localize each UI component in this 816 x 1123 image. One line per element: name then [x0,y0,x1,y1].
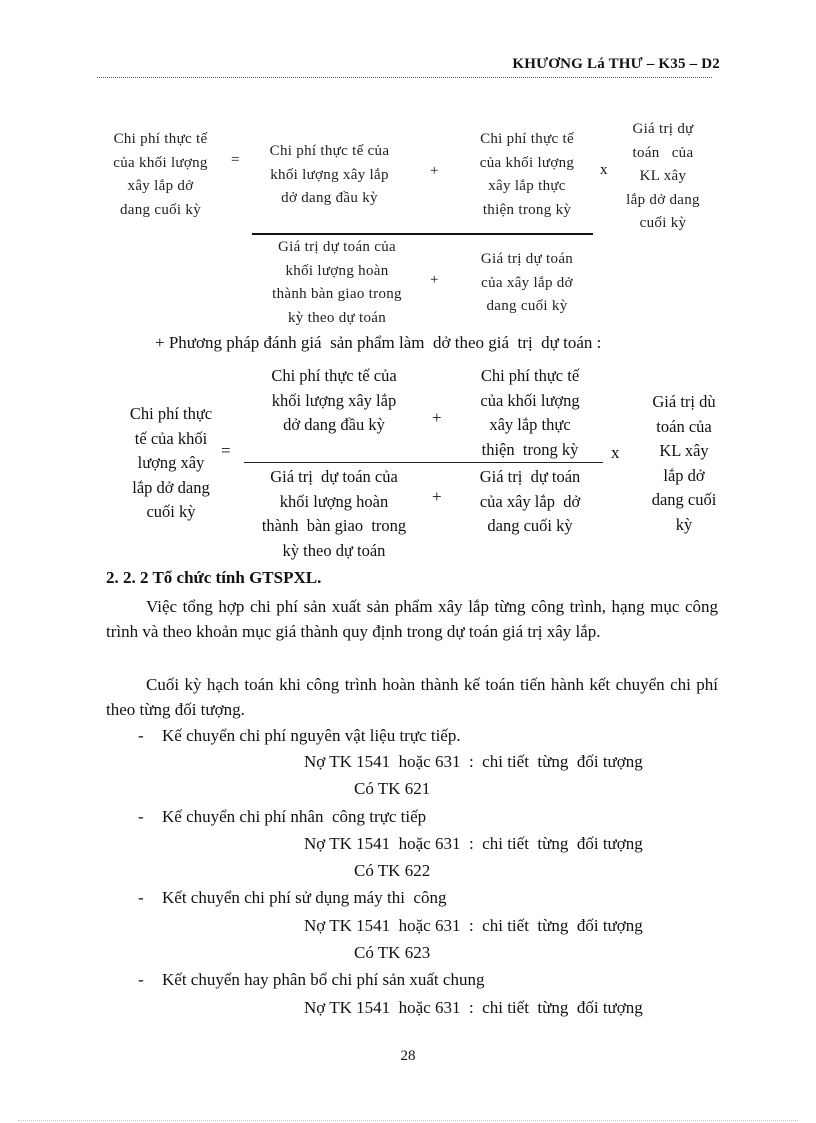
text-line: của xây lắp dở [481,274,573,291]
page-bottom-border [18,1120,798,1121]
list-dash: - [138,888,144,907]
fraction-bar [244,462,603,463]
text-line: thiện trong kỳ [481,439,579,459]
text-line: Giá trị dù [652,392,716,411]
text-line: Chi phí thực tế [480,366,580,385]
list-dash: - [138,807,144,826]
paragraph: Việc tổng hợp chi phí sản xuất sản phẩm xây lắp từng công trình, hạng mục công trình và theo khoản mục giá thành quy định trong dự toán giá trị xây lắp. [106,597,718,641]
text-line: thành bàn giao trong [261,516,407,535]
plus-sign: + [430,163,439,179]
equals-sign: = [231,152,240,168]
text-line: kỳ theo dự toán [287,309,387,326]
text-line: của khối lượng [480,390,580,410]
text-line: dở dang đầu kỳ [283,415,385,434]
text-line: Giá trị dự [632,121,694,137]
formula-2-lhs [98,402,244,525]
text-line: Chi phí thực tế [480,131,574,147]
text-line: KL xây [659,441,709,460]
text-line: dang cuối kỳ [119,201,202,218]
formula-1-denominator-left [252,236,422,330]
text-line: thành bàn giao trong [272,286,402,302]
text-line: dang cuối [651,490,717,509]
debit-entry: Nợ TK 1541 hoặc 631 : chi tiết từng đối tượng [304,834,643,853]
text-line: tế của khối [134,428,208,448]
credit-entry: Có TK 623 [354,943,431,962]
text-line: dang cuối kỳ [486,298,568,314]
text-line: dở dang đầu kỳ [281,190,378,206]
text-line: cuối kỳ [639,215,687,231]
text-line: của xây lắp dở [479,491,581,511]
text-line: cuối kỳ [146,502,196,521]
list-item-label: Kế chuyển chi phí nhân công trực tiếp [162,807,427,826]
text-line: lắp dở dang [626,191,700,208]
page-number: 28 [400,1048,416,1064]
method-heading: + Phương pháp đánh giá sản phẩm làm dở theo giá trị dự toán : [155,333,602,352]
text-line: Chi phí thực tế [113,131,208,147]
formula-2-numerator-right [460,364,600,462]
text-line: Giá trị dự toán [479,467,581,486]
text-line: Chi phí thực [129,404,213,423]
text-line: xây lắp dở [127,178,194,194]
formula-2-multiplier [636,390,732,537]
list-item-label: Kết chuyển chi phí sử dụng máy thi công [162,888,447,907]
text-line: kỳ [675,514,693,534]
credit-entry: Có TK 622 [354,861,431,880]
text-line: lắp dở dang [132,477,210,497]
credit-entry: Có TK 621 [354,779,431,798]
header-divider [97,77,712,78]
plus-sign: + [432,487,442,506]
formula-1-multiplier [613,118,713,236]
formula-1-denominator-right [462,248,592,319]
text-line: khối lượng hoàn [279,491,389,511]
text-line: xây lắp thực [489,415,571,434]
text-line: Giá trị dự toán của [270,467,398,486]
text-line: Giá trị dự toán [480,251,574,267]
text-line: lượng xây [137,453,205,472]
text-line: của khối lượng [479,154,575,171]
text-line: kỳ theo dự toán [282,540,386,560]
text-line: lắp dở [663,465,705,485]
text-line: của khối lượng [113,154,208,171]
plus-sign: + [430,272,439,288]
text-line: xây lắp thực [488,178,566,194]
text-line: toán của [632,144,694,161]
text-line: Chi phí thực tế của [269,143,390,159]
formula-2-denominator-left [244,465,424,563]
list-dash: - [138,726,144,745]
plus-sign: + [432,408,442,427]
text-line: khối lượng xây lắp [270,166,389,183]
debit-entry: Nợ TK 1541 hoặc 631 : chi tiết từng đối tượng [304,916,643,935]
list-dash: - [138,970,144,989]
formula-1-lhs [98,128,223,222]
text-line: KL xây [639,168,687,184]
formula-1-numerator-right [462,128,592,222]
multiply-sign: x [611,443,620,462]
paragraph: Cuối kỳ hạch toán khi công trình hoàn thành kế toán tiến hành kết chuyển chi phí theo từng đối tượng. [106,675,718,719]
running-header: KHƯƠNG Lá THƯ – K35 – D2 [512,56,720,72]
formula-2-denominator-right [460,465,600,539]
text-line: khối lượng hoàn [285,262,389,279]
list-item-label: Kế chuyển chi phí nguyên vật liệu trực tiếp. [162,726,461,745]
equals-sign: = [221,441,231,460]
text-line: Giá trị dự toán của [278,239,396,255]
section-heading: 2. 2. 2 Tổ chức tính GTSPXL. [106,568,322,587]
formula-1-numerator-left [252,140,407,211]
text-line: toán của [656,416,712,436]
debit-entry: Nợ TK 1541 hoặc 631 : chi tiết từng đối tượng [304,998,643,1017]
formula-2-numerator-left [244,364,424,438]
text-line: dang cuối kỳ [487,516,573,535]
multiply-sign: x [600,162,608,178]
text-line: thiện trong kỳ [482,201,572,218]
list-item-label: Kết chuyển hay phân bổ chi phí sản xuất chung [162,970,485,989]
debit-entry: Nợ TK 1541 hoặc 631 : chi tiết từng đối tượng [304,752,643,771]
text-line: khối lượng xây lắp [271,390,397,410]
text-line: Chi phí thực tế của [271,366,397,385]
fraction-bar [252,233,593,235]
